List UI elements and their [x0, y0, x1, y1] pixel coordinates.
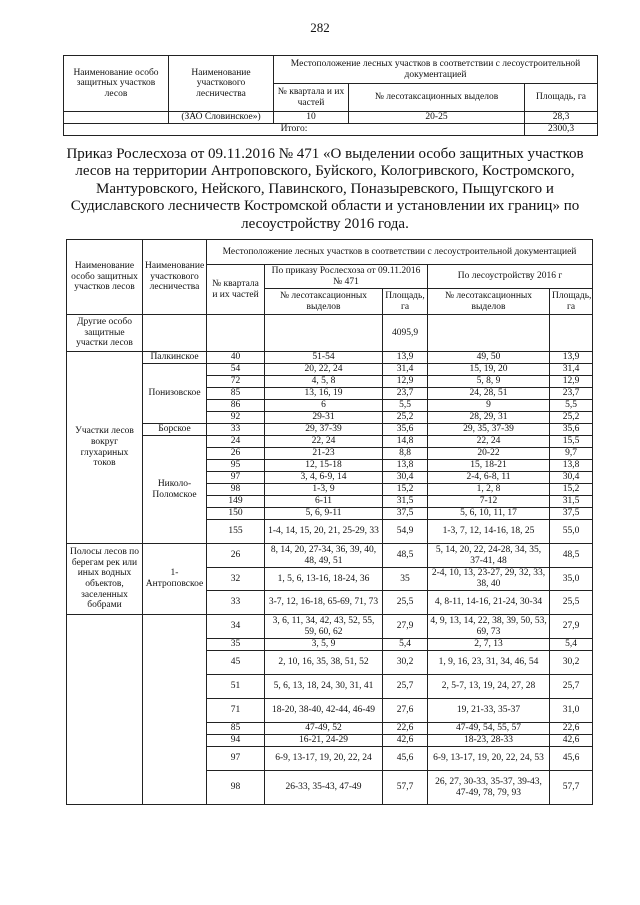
table-row-area-2016: 22,6 [550, 723, 593, 735]
table-row-plots: 3, 6, 11, 34, 42, 43, 52, 55, 59, 60, 62 [265, 615, 383, 639]
table-row-area-2016: 35,6 [550, 424, 593, 436]
table-row-plots-2016: 9 [428, 400, 550, 412]
table-row-quarter: 95 [207, 460, 265, 472]
total-value: 2300,3 [525, 124, 598, 136]
table-row-area-2016: 42,6 [550, 735, 593, 747]
table-row-area: 5,4 [383, 639, 428, 651]
table-row-area: 27,6 [383, 699, 428, 723]
table-row-plots-2016: 1-3, 7, 12, 14-16, 18, 25 [428, 520, 550, 544]
table-row-plots-2016: 47-49, 54, 55, 57 [428, 723, 550, 735]
table-row-plots-2016: 28, 29, 31 [428, 412, 550, 424]
table-row-quarter: 98 [207, 484, 265, 496]
header-protected-area-name: Наименование особо защитных участков лесов [64, 56, 169, 112]
table-row-area: 22,6 [383, 723, 428, 735]
cell-empty [428, 315, 550, 352]
table-row-plots-2016: 5, 14, 20, 22, 24-28, 34, 35, 37-41, 48 [428, 544, 550, 568]
header-quarter: № квартала и их частей [274, 84, 349, 112]
cell-empty [265, 315, 383, 352]
table-row-plots: 47-49, 52 [265, 723, 383, 735]
table-row-plots-2016: 1, 2, 8 [428, 484, 550, 496]
table-row-area-2016: 27,9 [550, 615, 593, 639]
table-row-plots: 51-54 [265, 352, 383, 364]
table-row-plots: 26-33, 35-43, 47-49 [265, 771, 383, 805]
table-row-plots-2016: 7-12 [428, 496, 550, 508]
table-row-quarter: 97 [207, 747, 265, 771]
table-row-plots: 13, 16, 19 [265, 388, 383, 400]
table-row-plots-2016: 4, 9, 13, 14, 22, 38, 39, 50, 53, 69, 73 [428, 615, 550, 639]
header-location: Местоположение лесных участков в соответствии с лесоустроительной документацией [274, 56, 598, 84]
table-row-area-2016: 48,5 [550, 544, 593, 568]
table-row-area: 35,6 [383, 424, 428, 436]
table-row-quarter: 54 [207, 364, 265, 376]
table-row-area: 31,4 [383, 364, 428, 376]
table-row-plots: 6-11 [265, 496, 383, 508]
table-row-plots-2016: 18-23, 28-33 [428, 735, 550, 747]
table-row-plots: 1-3, 9 [265, 484, 383, 496]
cell-empty [143, 315, 207, 352]
table-row-quarter: 26 [207, 544, 265, 568]
header-area-order: Площадь, га [383, 289, 428, 315]
order-title: Приказ Рослесхоза от 09.11.2016 № 471 «О выделении особо защитных участков лесов на территории Антроповского, Буйского, Кологривского, Костромского, Мантуровского, Нейского, Павинского, Поназыревского, Пыщугского и Судиславского лесничеств Костромской области и установлении их границ» по лесоустройству 2016 года. [66, 146, 584, 232]
table-row-area: 13,9 [383, 352, 428, 364]
table-row-area-2016: 35,0 [550, 568, 593, 591]
table-row-quarter: 94 [207, 735, 265, 747]
table-row-plots-2016: 6-9, 13-17, 19, 20, 22, 24, 53 [428, 747, 550, 771]
table-row-area: 15,2 [383, 484, 428, 496]
page-number: 282 [310, 20, 330, 35]
table-row-area: 42,6 [383, 735, 428, 747]
table-row-area: 23,7 [383, 388, 428, 400]
table-row-area-2016: 31,4 [550, 364, 593, 376]
table-row-quarter: 32 [207, 568, 265, 591]
table-row-area-2016: 30,2 [550, 651, 593, 675]
table-row-plots: 20, 22, 24 [265, 364, 383, 376]
table-row-plots: 1, 5, 6, 13-16, 18-24, 36 [265, 568, 383, 591]
table-row-plots: 6 [265, 400, 383, 412]
cell-empty [550, 315, 593, 352]
table-row-quarter: 35 [207, 639, 265, 651]
forest-plots-table-top [63, 55, 598, 136]
cell-empty [207, 315, 265, 352]
table-row-area: 8,8 [383, 448, 428, 460]
table-row-plots-2016: 26, 27, 30-33, 35-37, 39-43, 47-49, 78, 79, 93 [428, 771, 550, 805]
table-row-area: 25,5 [383, 591, 428, 615]
table-row-quarter: 85 [207, 723, 265, 735]
table-row-area-2016: 31,5 [550, 496, 593, 508]
table-row-quarter: 24 [207, 436, 265, 448]
table-row-plots: 22, 24 [265, 436, 383, 448]
table-row-plots-2016: 4, 8-11, 14-16, 21-24, 30-34 [428, 591, 550, 615]
table-row-quarter: 149 [207, 496, 265, 508]
header-plots: № лесотаксационных выделов [349, 84, 525, 112]
table-row-quarter: 40 [207, 352, 265, 364]
header-district-name: Наименование участкового лесничества [143, 240, 207, 315]
district-antropovskoe: 1-Антроповское [143, 544, 207, 615]
district-padkinskoe: Палкинское [143, 352, 207, 364]
table-row-area: 45,6 [383, 747, 428, 771]
table-row-quarter: 33 [207, 424, 265, 436]
table-row-plots-2016: 2, 7, 13 [428, 639, 550, 651]
table-row-area-2016: 30,4 [550, 472, 593, 484]
table-row-area-2016: 5,4 [550, 639, 593, 651]
cell-empty [67, 615, 143, 805]
table-row-plots: 8, 14, 20, 27-34, 36, 39, 40, 48, 49, 51 [265, 544, 383, 568]
table-row-area: 31,5 [383, 496, 428, 508]
table-row-plots-2016: 5, 6, 10, 11, 17 [428, 508, 550, 520]
table-row-area-2016: 5,5 [550, 400, 593, 412]
header-order: По приказу Рослесхоза от 09.11.2016 № 471 [265, 265, 428, 289]
table-row-plots: 1-4, 14, 15, 20, 21, 25-29, 33 [265, 520, 383, 544]
district-nikolo-polomskoe: Николо-Поломское [143, 436, 207, 544]
table-row-area: 48,5 [383, 544, 428, 568]
header-protected-area-name: Наименование особо защитных участков лесов [67, 240, 143, 315]
table-row-plots-2016: 2-4, 6-8, 11 [428, 472, 550, 484]
table-row-area: 30,2 [383, 651, 428, 675]
table-row-plots-2016: 5, 8, 9 [428, 376, 550, 388]
table-row-area-2016: 31,0 [550, 699, 593, 723]
header-plots-order: № лесотаксационных выделов [265, 289, 383, 315]
table-row-plots: 18-20, 38-40, 42-44, 46-49 [265, 699, 383, 723]
table-row-quarter: 72 [207, 376, 265, 388]
table-row-plots-2016: 49, 50 [428, 352, 550, 364]
table-row-quarter: 155 [207, 520, 265, 544]
table-row-plots: 21-23 [265, 448, 383, 460]
other-areas-label: Другие особо защитные участки лесов [67, 315, 143, 352]
table-row-plots: 5, 6, 13, 18, 24, 30, 31, 41 [265, 675, 383, 699]
other-areas-total: 4095,9 [383, 315, 428, 352]
table-row-plots-2016: 19, 21-33, 35-37 [428, 699, 550, 723]
table-row-area-2016: 15,2 [550, 484, 593, 496]
header-area-survey: Площадь, га [550, 289, 593, 315]
table-row-area: 57,7 [383, 771, 428, 805]
table-row-area-2016: 12,9 [550, 376, 593, 388]
table-row-plots-2016: 15, 19, 20 [428, 364, 550, 376]
table-row-quarter: 150 [207, 508, 265, 520]
table-row-area-2016: 37,5 [550, 508, 593, 520]
table-row-area: 14,8 [383, 436, 428, 448]
table-row-quarter: 71 [207, 699, 265, 723]
cell-empty [143, 615, 207, 805]
table-row-area-2016: 45,6 [550, 747, 593, 771]
table-row-plots: 4, 5, 8 [265, 376, 383, 388]
table-row-plots: 3, 5, 9 [265, 639, 383, 651]
header-survey-2016: По лесоустройству 2016 г [428, 265, 593, 289]
cell-quarter: 10 [274, 112, 349, 124]
table-row-plots: 29-31 [265, 412, 383, 424]
table-row-quarter: 92 [207, 412, 265, 424]
table-row-plots: 3-7, 12, 16-18, 65-69, 71, 73 [265, 591, 383, 615]
table-row-plots-2016: 24, 28, 51 [428, 388, 550, 400]
cell-area: 28,3 [525, 112, 598, 124]
table-row-quarter: 51 [207, 675, 265, 699]
table-row-area-2016: 55,0 [550, 520, 593, 544]
table-row-area: 25,7 [383, 675, 428, 699]
table-row-area: 54,9 [383, 520, 428, 544]
table-row-area-2016: 15,5 [550, 436, 593, 448]
table-row-quarter: 85 [207, 388, 265, 400]
table-row-plots: 6-9, 13-17, 19, 20, 22, 24 [265, 747, 383, 771]
table-row-quarter: 45 [207, 651, 265, 675]
table-row-area-2016: 25,5 [550, 591, 593, 615]
table-row-area: 37,5 [383, 508, 428, 520]
header-location: Местоположение лесных участков в соответствии с лесоустроительной документацией [207, 240, 593, 265]
table-row-area-2016: 25,7 [550, 675, 593, 699]
table-row-plots: 3, 4, 6-9, 14 [265, 472, 383, 484]
table-row-quarter: 34 [207, 615, 265, 639]
table-row-area-2016: 25,2 [550, 412, 593, 424]
table-row-plots-2016: 15, 18-21 [428, 460, 550, 472]
district-ponizovskoe: Понизовское [143, 364, 207, 424]
table-row-area: 30,4 [383, 472, 428, 484]
table-row-quarter: 33 [207, 591, 265, 615]
district-borskoe: Борское [143, 424, 207, 436]
table-row-area: 12,9 [383, 376, 428, 388]
cell-district: (ЗАО Словинское») [169, 112, 274, 124]
table-row-quarter: 26 [207, 448, 265, 460]
table-row-plots-2016: 20-22 [428, 448, 550, 460]
table-row-plots: 12, 15-18 [265, 460, 383, 472]
header-district-name: Наименование участкового лесничества [169, 56, 274, 112]
header-area: Площадь, га [525, 84, 598, 112]
table-row-quarter: 86 [207, 400, 265, 412]
table-row-plots: 16-21, 24-29 [265, 735, 383, 747]
table-row-area: 5,5 [383, 400, 428, 412]
header-quarter: № квартала и их частей [207, 265, 265, 315]
table-row-plots: 29, 37-39 [265, 424, 383, 436]
group-capercaillie-leks: Участки лесов вокруг глухариных токов [67, 352, 143, 544]
forest-plots-table-main [66, 239, 593, 805]
table-row-plots-2016: 1, 9, 16, 23, 31, 34, 46, 54 [428, 651, 550, 675]
table-row-plots: 5, 6, 9-11 [265, 508, 383, 520]
group-beaver-banks: Полосы лесов по берегам рек или иных водных объектов, заселенных бобрами [67, 544, 143, 615]
table-row-area-2016: 13,8 [550, 460, 593, 472]
table-row-plots-2016: 22, 24 [428, 436, 550, 448]
table-row-area: 35 [383, 568, 428, 591]
table-row-plots: 2, 10, 16, 35, 38, 51, 52 [265, 651, 383, 675]
table-row-plots-2016: 29, 35, 37-39 [428, 424, 550, 436]
table-row-area: 13,8 [383, 460, 428, 472]
table-row-area-2016: 13,9 [550, 352, 593, 364]
table-row-plots-2016: 2, 5-7, 13, 19, 24, 27, 28 [428, 675, 550, 699]
total-label: Итого: [64, 124, 525, 136]
header-plots-survey: № лесотаксационных выделов [428, 289, 550, 315]
cell-plots: 20-25 [349, 112, 525, 124]
table-row-area: 27,9 [383, 615, 428, 639]
table-row-area-2016: 9,7 [550, 448, 593, 460]
table-row-quarter: 98 [207, 771, 265, 805]
table-row-area-2016: 57,7 [550, 771, 593, 805]
table-row-quarter: 97 [207, 472, 265, 484]
table-row-plots-2016: 2-4, 10, 13, 23-27, 29, 32, 33, 38, 40 [428, 568, 550, 591]
table-row-area-2016: 23,7 [550, 388, 593, 400]
table-row-area: 25,2 [383, 412, 428, 424]
cell-name [64, 112, 169, 124]
